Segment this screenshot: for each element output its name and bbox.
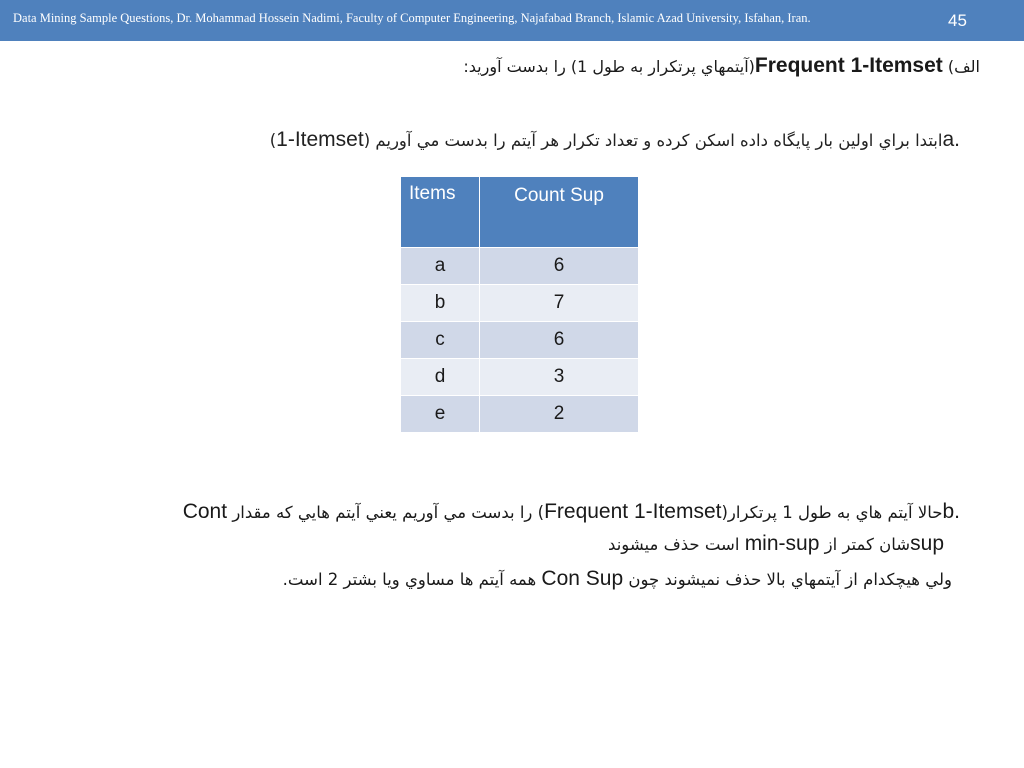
step-a-close: ) — [269, 131, 277, 150]
step-a-line — [270, 128, 960, 152]
heading-prefix: الف) — [947, 57, 980, 76]
step-a-text: ابتدا براي اولين بار پايگاه داده اسكن كرده و تعداد تكرار هر آيتم را بدست مي آوريم ( — [363, 131, 943, 150]
table-row — [401, 285, 639, 322]
item-cell: c — [401, 322, 480, 359]
count-cell: 6 — [480, 248, 639, 285]
step-b-line-1 — [183, 500, 960, 524]
step-b-text-1: حالا آيتم هاي به طول 1 پرتكرار( — [721, 503, 943, 522]
heading-term: Frequent 1-Itemset — [754, 54, 943, 77]
table-row — [401, 248, 639, 285]
step-b-term-min-sup: min-sup — [744, 532, 820, 555]
step-b-term-cont: Cont — [182, 500, 228, 523]
count-cell: 2 — [480, 396, 639, 433]
step-b-text-3: شان كمتر از — [824, 535, 911, 554]
column-header-count-sup: Count Sup — [480, 177, 639, 248]
step-b-text-4: است حذف ميشوند — [608, 535, 740, 554]
table-row — [401, 359, 639, 396]
step-b-term-con-sup: Con Sup — [541, 567, 624, 590]
step-b-term-sup: sup — [910, 532, 944, 555]
table-row — [401, 322, 639, 359]
step-a-marker: a. — [942, 128, 960, 151]
item-cell: e — [401, 396, 480, 433]
step-b-text-6: همه آيتم ها مساوي ويا بشتر 2 است. — [282, 570, 537, 589]
column-header-items: Items — [401, 177, 480, 248]
step-b-marker: b. — [942, 500, 960, 523]
step-b-term-frequent: Frequent 1-Itemset — [544, 500, 722, 523]
count-cell: 7 — [480, 285, 639, 322]
item-cell: a — [401, 248, 480, 285]
slide-number: 45 — [948, 11, 967, 30]
section-heading — [463, 54, 980, 78]
step-b-text-5: ولي هيچكدام از آيتمهاي بالا حذف نميشوند چون — [628, 570, 952, 589]
item-cell: d — [401, 359, 480, 396]
step-b-text-2: ) را بدست مي آوريم يعني آيتم هايي كه مقدار — [232, 503, 545, 522]
header-title: Data Mining Sample Questions, Dr. Mohammad Hossein Nadimi, Faculty of Computer Engineering, Najafabad Branch, Islamic Azad University, Isfahan, Iran. — [13, 11, 811, 25]
step-a-term: 1-Itemset — [276, 128, 364, 151]
item-cell: b — [401, 285, 480, 322]
table-row — [401, 396, 639, 433]
count-cell: 3 — [480, 359, 639, 396]
itemset-table — [400, 176, 639, 433]
table-header-row — [401, 177, 639, 248]
heading-suffix: (آيتمهاي پرتكرار به طول 1) را بدست آوريد: — [463, 57, 755, 76]
step-b-line-2 — [608, 532, 944, 556]
step-b-line-3 — [283, 567, 952, 591]
count-cell: 6 — [480, 322, 639, 359]
